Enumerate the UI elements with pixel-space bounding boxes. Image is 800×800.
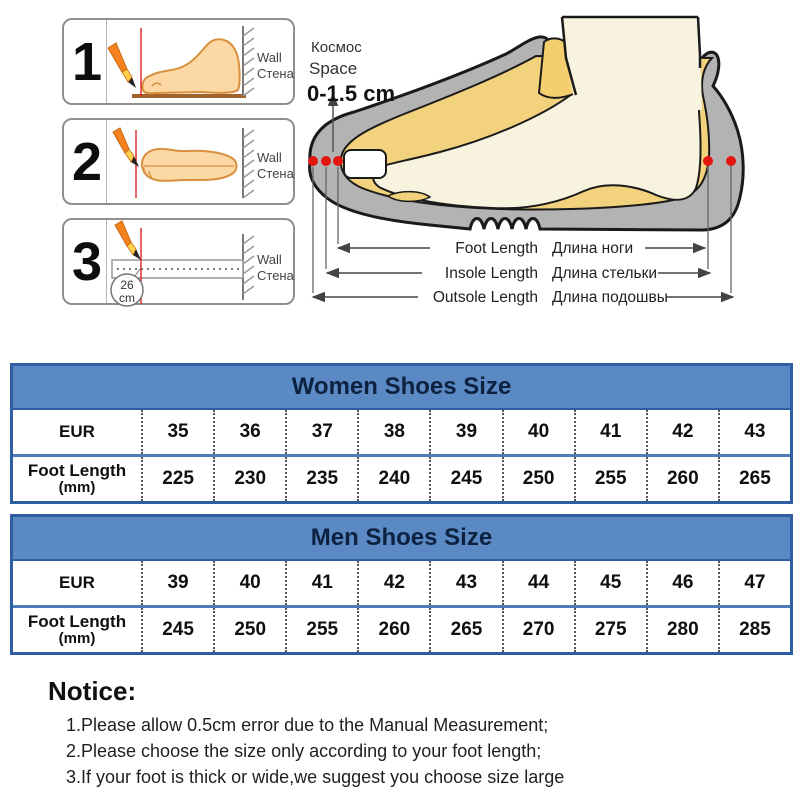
length-cell: 285: [718, 608, 790, 652]
length-cell: 255: [285, 608, 357, 652]
length-cell: 245: [141, 608, 213, 652]
outsole-length-label-en: Outsole Length: [432, 289, 538, 306]
size-cell: 43: [718, 410, 790, 454]
ruler-unit: cm: [119, 291, 135, 305]
step-number: 1: [71, 31, 103, 92]
toe-space-value: 0-1.5 cm: [307, 81, 396, 106]
women-table-title: Women Shoes Size: [13, 366, 790, 410]
length-cell: 260: [646, 457, 718, 501]
toe-space-gap: [344, 150, 386, 178]
size-cell: 47: [718, 561, 790, 605]
measure-step-2: [62, 118, 295, 205]
table-row-eur: [13, 561, 790, 605]
size-cell: 37: [285, 410, 357, 454]
wall-label-en: Wall: [257, 150, 282, 165]
table-row-foot-length: [13, 454, 790, 501]
notice-item: 1.Please allow 0.5cm error due to the Manual Measurement;: [66, 715, 549, 735]
row-label: Foot Length (mm): [27, 612, 127, 648]
wall-label-ru: Стена: [257, 66, 294, 81]
length-cell: 255: [574, 457, 646, 501]
step3-ruler-illustration: [64, 220, 297, 307]
size-cell: 42: [646, 410, 718, 454]
size-cell: 41: [285, 561, 357, 605]
size-cell: 39: [429, 410, 501, 454]
length-cell: 280: [646, 608, 718, 652]
leg: [562, 17, 702, 110]
step-number: 2: [71, 131, 103, 192]
size-cell: 40: [213, 561, 285, 605]
ruler-ticks: [117, 268, 239, 270]
ruler-value: 26: [120, 278, 134, 292]
toe-space-label-en: Space: [309, 59, 358, 78]
wall-hatch: [243, 128, 254, 198]
men-size-table: [10, 514, 793, 655]
notice-list: [66, 712, 564, 790]
notice-title: Notice:: [48, 676, 137, 706]
insole-length-label-ru: Длина стельки: [552, 265, 658, 282]
length-cell: 250: [502, 457, 574, 501]
size-cell: 38: [357, 410, 429, 454]
size-cell: 40: [502, 410, 574, 454]
wall-label-en: Wall: [257, 252, 282, 267]
step2-foot-top-illustration: [64, 120, 297, 207]
step-number: 3: [71, 231, 103, 292]
length-cell: 225: [141, 457, 213, 501]
size-cell: 44: [502, 561, 574, 605]
length-cell: 270: [502, 608, 574, 652]
length-cell: 235: [285, 457, 357, 501]
outsole-length-label-ru: Длина подошвы: [552, 289, 668, 306]
size-cell: 45: [574, 561, 646, 605]
pencil-icon: [113, 128, 139, 167]
length-cell: 275: [574, 608, 646, 652]
wall-label-en: Wall: [257, 50, 282, 65]
insole-length-label-en: Insole Length: [444, 265, 538, 282]
size-cell: 42: [357, 561, 429, 605]
length-cell: 245: [429, 457, 501, 501]
men-table-title: Men Shoes Size: [13, 517, 790, 561]
length-cell: 265: [429, 608, 501, 652]
foot-length-label-en: Foot Length: [455, 240, 538, 257]
foot-side-illustration: [142, 39, 239, 93]
wall-label-ru: Стена: [257, 268, 294, 283]
size-cell: 41: [574, 410, 646, 454]
measure-step-3: [62, 218, 295, 305]
women-size-table: [10, 363, 793, 504]
foot-top-illustration: [142, 149, 237, 181]
length-cell: 260: [357, 608, 429, 652]
pencil-icon: [108, 43, 136, 88]
measure-step-1: [62, 18, 295, 105]
size-cell: 36: [213, 410, 285, 454]
step1-foot-side-illustration: [64, 20, 297, 107]
length-cell: 240: [357, 457, 429, 501]
size-cell: 39: [141, 561, 213, 605]
size-cell: 35: [141, 410, 213, 454]
table-row-foot-length: [13, 605, 790, 652]
wall-label-ru: Стена: [257, 166, 294, 181]
shoe-cross-section-diagram: [300, 0, 780, 315]
insole-front-sliver: [388, 192, 430, 202]
length-cell: 230: [213, 457, 285, 501]
row-label: Foot Length (mm): [27, 461, 127, 497]
toe-space-label-ru: Космос: [311, 39, 362, 56]
notice-item: 2.Please choose the size only according to your foot length;: [66, 741, 542, 761]
wall-hatch: [243, 26, 254, 96]
notice-item: 3.If your foot is thick or wide,we suggest you choose size large: [66, 767, 565, 787]
table-row-eur: [13, 410, 790, 454]
length-cell: 265: [718, 457, 790, 501]
wall-hatch: [243, 234, 254, 300]
pencil-icon: [115, 221, 141, 260]
row-label: EUR: [59, 422, 95, 442]
size-cell: 46: [646, 561, 718, 605]
length-cell: 250: [213, 608, 285, 652]
size-cell: 43: [429, 561, 501, 605]
row-label: EUR: [59, 573, 95, 593]
foot-length-label-ru: Длина ноги: [552, 240, 634, 257]
